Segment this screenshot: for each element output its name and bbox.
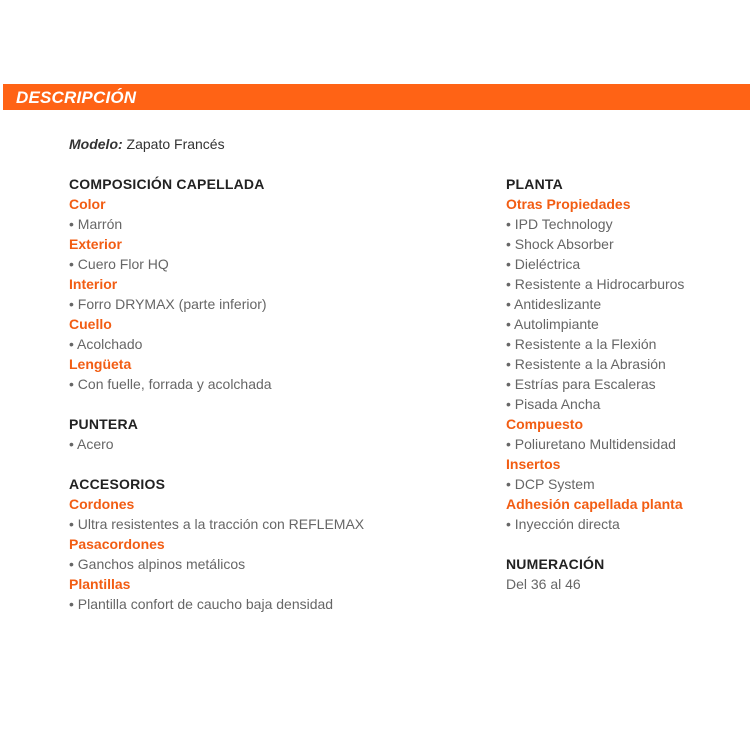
- list-item: • Inyección directa: [506, 516, 620, 532]
- list-item: • Con fuelle, forrada y acolchada: [69, 376, 272, 392]
- section-heading-composicion: COMPOSICIÓN CAPELLADA: [69, 176, 265, 192]
- left-column: [69, 176, 469, 616]
- section-heading-accesorios: ACCESORIOS: [69, 476, 166, 492]
- model-value: Zapato Francés: [122, 136, 225, 152]
- list-item: • Dieléctrica: [506, 256, 581, 272]
- list-item: • Ultra resistentes a la tracción con REFLEMAX: [69, 516, 365, 532]
- list-item: • Poliuretano Multidensidad: [506, 436, 676, 452]
- list-item: • IPD Technology: [506, 216, 613, 232]
- list-item: • Pisada Ancha: [506, 396, 601, 412]
- list-item: • Acero: [69, 436, 114, 452]
- sub-label-insertos: Insertos: [506, 456, 561, 472]
- sub-label-color: Color: [69, 196, 106, 212]
- sub-label-otras-propiedades: Otras Propiedades: [506, 196, 631, 212]
- list-item: • Shock Absorber: [506, 236, 614, 252]
- sub-label-compuesto: Compuesto: [506, 416, 583, 432]
- list-item: • Marrón: [69, 216, 123, 232]
- model-label: Modelo:: [69, 136, 123, 152]
- section-heading-planta: PLANTA: [506, 176, 563, 192]
- sub-label-interior: Interior: [69, 276, 118, 292]
- list-item: • Resistente a Hidrocarburos: [506, 276, 685, 292]
- sub-label-cordones: Cordones: [69, 496, 135, 512]
- list-item: • Cuero Flor HQ: [69, 256, 169, 272]
- section-heading-puntera: PUNTERA: [69, 416, 139, 432]
- sub-label-pasacordones: Pasacordones: [69, 536, 165, 552]
- list-item: • Autolimpiante: [506, 316, 599, 332]
- list-item: • Forro DRYMAX (parte inferior): [69, 296, 267, 312]
- sub-label-adhesion: Adhesión capellada planta: [506, 496, 683, 512]
- list-item: • Plantilla confort de caucho baja densidad: [69, 596, 334, 612]
- list-item: • Ganchos alpinos metálicos: [69, 556, 246, 572]
- list-item: • Estrías para Escaleras: [506, 376, 656, 392]
- section-heading-numeracion: NUMERACIÓN: [506, 556, 605, 572]
- list-item: • DCP System: [506, 476, 595, 492]
- description-banner: [3, 84, 750, 110]
- right-column: [506, 176, 746, 596]
- spacer: [69, 396, 469, 416]
- spacer: [506, 536, 746, 556]
- sub-label-exterior: Exterior: [69, 236, 122, 252]
- list-item: • Antideslizante: [506, 296, 602, 312]
- spacer: [69, 456, 469, 476]
- list-item: • Resistente a la Flexión: [506, 336, 657, 352]
- sub-label-lengueta: Lengüeta: [69, 356, 132, 372]
- list-item: • Resistente a la Abrasión: [506, 356, 666, 372]
- list-item: • Acolchado: [69, 336, 143, 352]
- model-line: [69, 136, 225, 152]
- sub-label-cuello: Cuello: [69, 316, 112, 332]
- sub-label-plantillas: Plantillas: [69, 576, 131, 592]
- size-range: Del 36 al 46: [506, 576, 581, 592]
- banner-title: DESCRIPCIÓN: [16, 88, 137, 107]
